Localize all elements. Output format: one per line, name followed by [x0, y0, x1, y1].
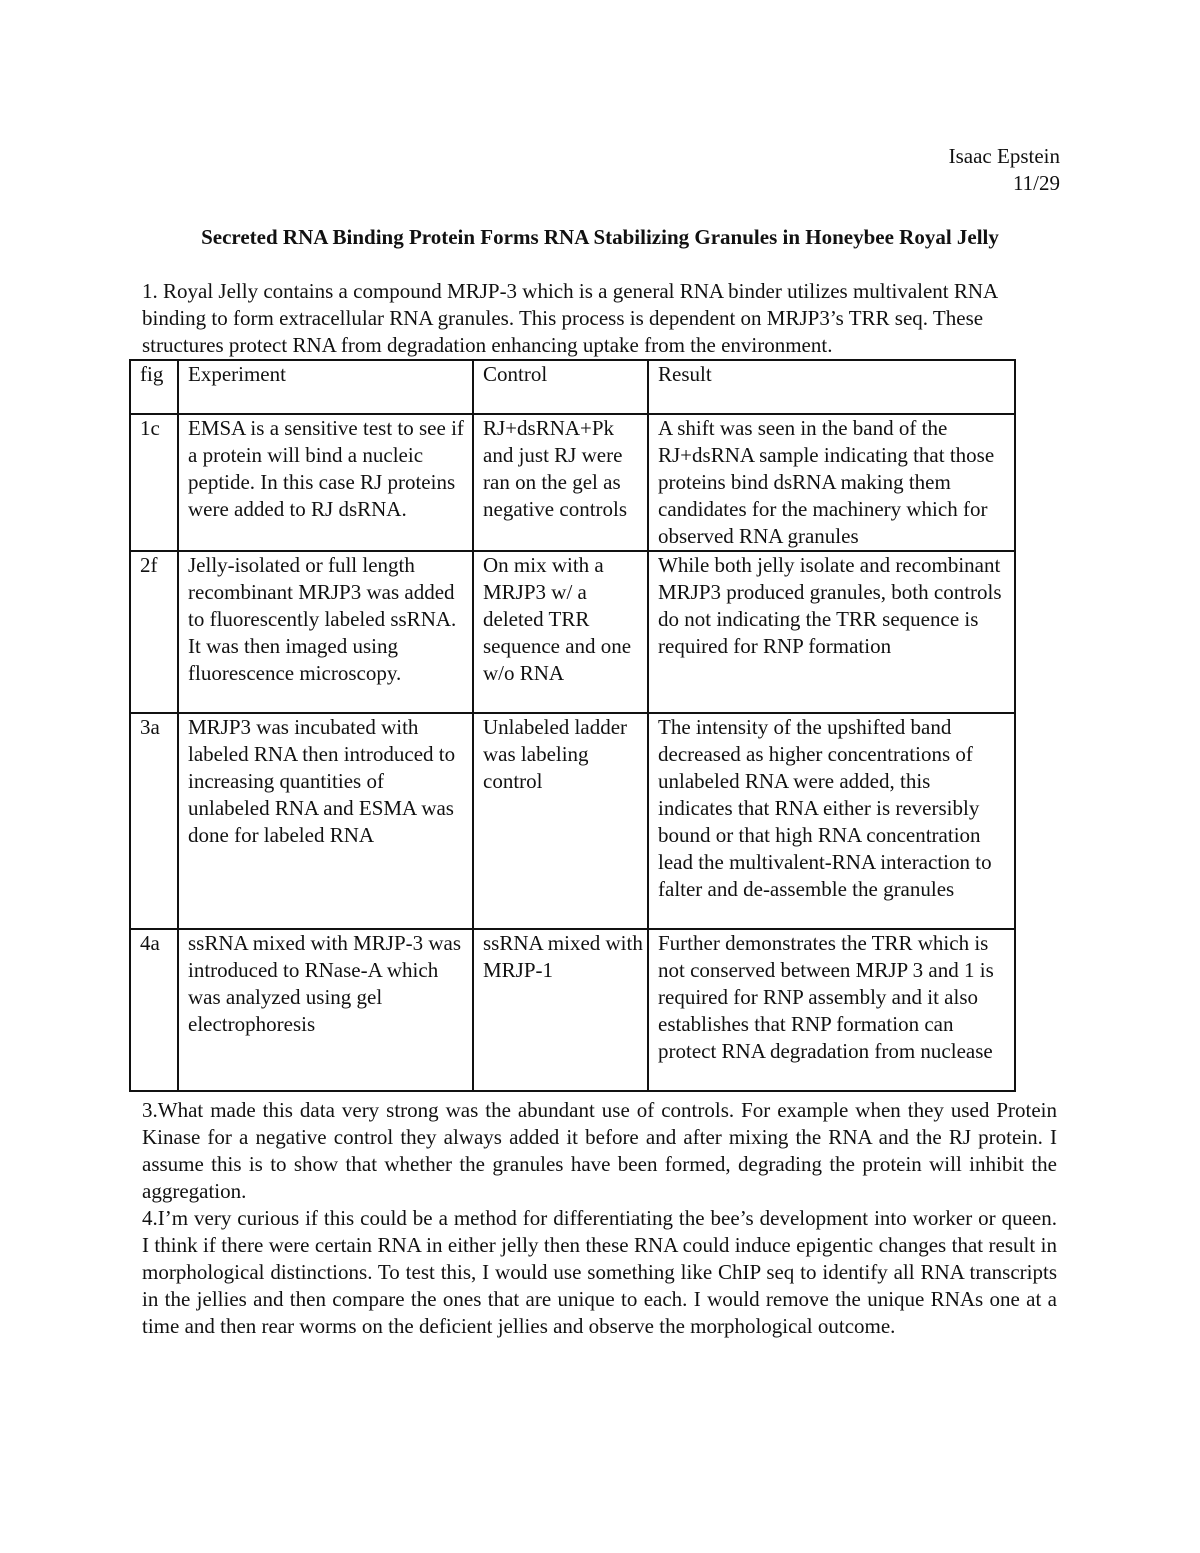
cell-experiment: EMSA is a sensitive test to see if a protein will bind a nucleic peptide. In this case RJ proteins were added to RJ dsRNA.	[178, 414, 473, 551]
cell-result: The intensity of the upshifted band decreased as higher concentrations of unlabeled RNA were added, this indicates that RNA either is reversibly bound or that high RNA concentration lead the multivalent-RNA interaction to falter and de-assemble the granules	[648, 713, 1015, 929]
table-header-row	[130, 360, 1015, 414]
cell-result: A shift was seen in the band of the RJ+dsRNA sample indicating that those proteins bind dsRNA making them candidates for the machinery which for observed RNA granules	[648, 414, 1015, 551]
cell-fig: 3a	[130, 713, 178, 929]
cell-control: ssRNA mixed with MRJP-1	[473, 929, 648, 1091]
table-row	[130, 713, 1015, 929]
table-row	[130, 929, 1015, 1091]
paragraph-proposal: 4.I’m very curious if this could be a method for differentiating the bee’s development into worker or queen. I think if there were certain RNA in either jelly then these RNA could induce epigentic changes that result in morphological distinctions. To test this, I would use something like ChIP seq to identify all RNA transcripts in the jellies and then compare the ones that are unique to each. I would remove the unique RNAs one at a time and then rear worms on the deficient jellies and observe the morphological outcome.	[142, 1206, 1057, 1338]
document-title: Secreted RNA Binding Protein Forms RNA Stabilizing Granules in Honeybee Royal Jelly	[201, 225, 999, 249]
cell-fig: 1c	[130, 414, 178, 551]
document-date: 11/29	[1012, 171, 1060, 195]
cell-experiment: MRJP3 was incubated with labeled RNA then introduced to increasing quantities of unlabeled RNA and ESMA was done for labeled RNA	[178, 713, 473, 929]
header-control: Control	[473, 360, 648, 414]
table-row	[130, 414, 1015, 551]
cell-result: While both jelly isolate and recombinant MRJP3 produced granules, both controls do not indicating the TRR sequence is required for RNP formation	[648, 551, 1015, 713]
author-header	[949, 143, 1060, 197]
cell-experiment: Jelly-isolated or full length recombinant MRJP3 was added to fluorescently labeled ssRNA. It was then imaged using fluorescence microscopy.	[178, 551, 473, 713]
paragraph-summary: 1. Royal Jelly contains a compound MRJP-3 which is a general RNA binder utilizes multivalent RNA binding to form extracellular RNA granules. This process is dependent on MRJP3’s TRR seq. These structures protect RNA from degradation enhancing uptake from the environment.	[142, 279, 998, 357]
cell-control: Unlabeled ladder was labeling control	[473, 713, 648, 929]
cell-control: RJ+dsRNA+Pk and just RJ were ran on the gel as negative controls	[473, 414, 648, 551]
cell-fig: 4a	[130, 929, 178, 1091]
author-name: Isaac Epstein	[948, 144, 1060, 168]
header-experiment: Experiment	[178, 360, 473, 414]
table-row	[130, 551, 1015, 713]
header-fig: fig	[130, 360, 178, 414]
cell-control: On mix with a MRJP3 w/ a deleted TRR sequence and one w/o RNA	[473, 551, 648, 713]
cell-fig: 2f	[130, 551, 178, 713]
header-result: Result	[648, 360, 1015, 414]
cell-experiment: ssRNA mixed with MRJP-3 was introduced to RNase-A which was analyzed using gel electrophoresis	[178, 929, 473, 1091]
paragraph-analysis: 3.What made this data very strong was the abundant use of controls. For example when they used Protein Kinase for a negative control they always added it before and after mixing the RNA and the RJ protein. I assume this is to show that whether the granules have been formed, degrading the protein will inhibit the aggregation.	[142, 1098, 1057, 1203]
results-table	[129, 359, 1016, 1092]
cell-result: Further demonstrates the TRR which is not conserved between MRJP 3 and 1 is required for RNP assembly and it also establishes that RNP formation can protect RNA degradation from nuclease	[648, 929, 1015, 1091]
